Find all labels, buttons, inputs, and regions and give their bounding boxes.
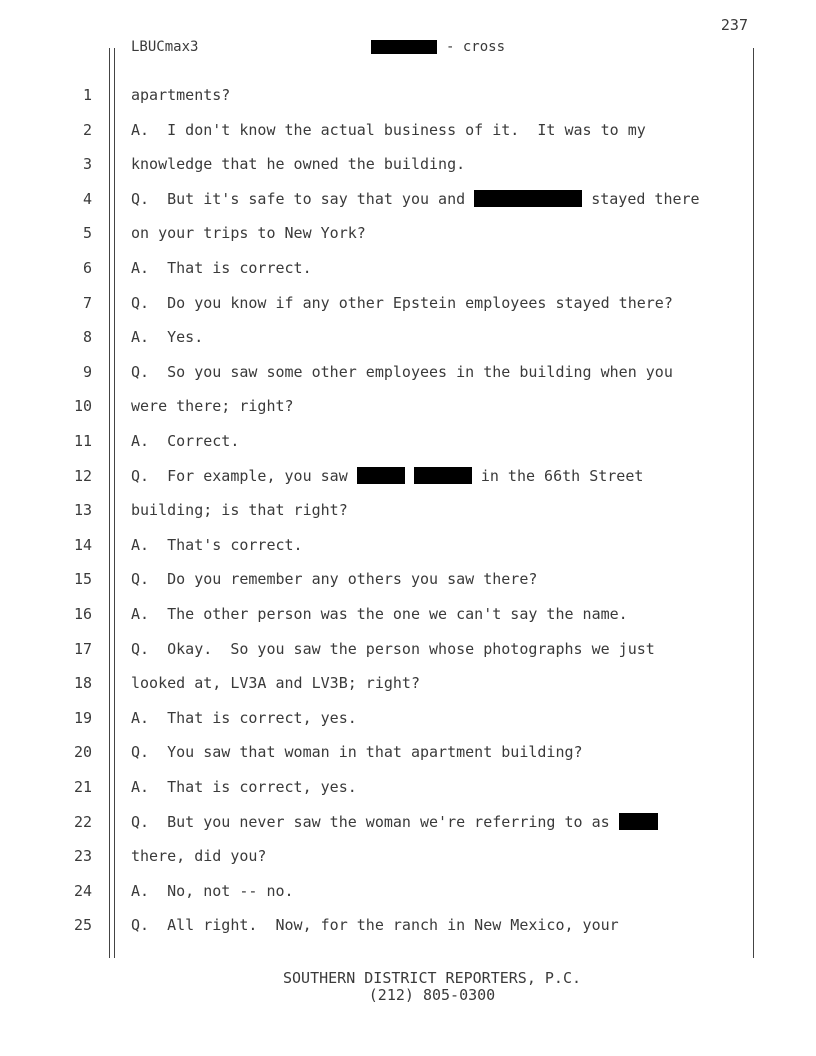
line-text-segment: A. Correct. bbox=[131, 432, 240, 450]
line-number: 25 bbox=[73, 916, 92, 935]
redaction-block bbox=[371, 40, 437, 54]
line-number: 18 bbox=[73, 674, 92, 693]
line-number: 7 bbox=[82, 293, 92, 312]
line-number: 16 bbox=[73, 605, 92, 623]
footer-phone: (212) 805-0300 bbox=[368, 986, 496, 1004]
redaction-block bbox=[474, 190, 582, 207]
line-number: 12 bbox=[73, 466, 92, 485]
line-text-segment: Q. Do you remember any others you saw there? bbox=[131, 570, 538, 589]
line-text-segment: Q. But it's safe to say that you and bbox=[131, 189, 475, 208]
line-text-segment: knowledge that he owned the building. bbox=[131, 155, 466, 174]
line-text bbox=[131, 320, 203, 355]
line-text bbox=[131, 701, 357, 736]
line-text bbox=[131, 424, 239, 459]
line-number: 15 bbox=[73, 570, 92, 589]
line-text bbox=[131, 251, 312, 286]
line-text-segment: Q. But you never saw the woman we're referring to as bbox=[131, 812, 619, 831]
redaction-block bbox=[414, 467, 472, 484]
line-text bbox=[131, 562, 537, 597]
line-text bbox=[131, 78, 230, 113]
transcript-line bbox=[0, 908, 816, 943]
header-witness-suffix: - cross bbox=[446, 39, 506, 55]
line-text bbox=[131, 286, 673, 321]
line-text bbox=[131, 493, 348, 528]
transcript-line bbox=[0, 839, 816, 874]
line-text-segment: A. That's correct. bbox=[131, 535, 303, 554]
line-text-segment: A. That is correct. bbox=[131, 259, 312, 277]
line-number: 1 bbox=[82, 86, 92, 104]
footer-reporter: SOUTHERN DISTRICT REPORTERS, P.C. bbox=[282, 969, 581, 987]
transcript-line bbox=[0, 770, 816, 805]
transcript-line bbox=[0, 78, 816, 113]
line-text-segment: A. That is correct, yes. bbox=[131, 778, 357, 796]
line-text bbox=[131, 355, 673, 390]
line-number: 2 bbox=[82, 120, 92, 139]
line-number: 3 bbox=[82, 155, 92, 174]
header-witness bbox=[371, 39, 505, 55]
line-text-segment: A. That is correct, yes. bbox=[131, 708, 357, 727]
line-number: 22 bbox=[73, 812, 92, 831]
line-text bbox=[131, 528, 303, 563]
line-text-segment: building; is that right? bbox=[131, 501, 348, 520]
transcript-line bbox=[0, 528, 816, 563]
line-text-segment: looked at, LV3A and LV3B; right? bbox=[131, 674, 420, 693]
transcript-line bbox=[0, 113, 816, 148]
line-text bbox=[131, 874, 294, 909]
line-text bbox=[131, 147, 465, 182]
redaction-block bbox=[357, 467, 405, 484]
header-code: LBUCmax3 bbox=[131, 39, 199, 55]
line-text-segment: Q. For example, you saw bbox=[131, 466, 357, 485]
line-text-segment: Q. You saw that woman in that apartment building? bbox=[131, 743, 583, 762]
transcript-line bbox=[0, 286, 816, 321]
line-text-segment: in the 66th Street bbox=[471, 466, 644, 485]
transcript-line bbox=[0, 320, 816, 355]
transcript-line bbox=[0, 632, 816, 667]
line-text bbox=[131, 632, 655, 667]
transcript-line bbox=[0, 147, 816, 182]
line-text-segment bbox=[405, 467, 414, 485]
transcript-line bbox=[0, 562, 816, 597]
page-number: 237 bbox=[720, 16, 748, 34]
line-number: 6 bbox=[82, 259, 92, 277]
transcript-line bbox=[0, 666, 816, 701]
transcript-line bbox=[0, 424, 816, 459]
line-text-segment: Q. All right. Now, for the ranch in New Mexico, your bbox=[131, 916, 619, 935]
line-number: 24 bbox=[73, 881, 92, 900]
transcript-line bbox=[0, 597, 816, 632]
line-text bbox=[131, 839, 266, 874]
line-number: 23 bbox=[73, 847, 92, 866]
line-text bbox=[131, 805, 658, 840]
redaction-block bbox=[619, 813, 658, 830]
transcript-line bbox=[0, 493, 816, 528]
line-text bbox=[131, 735, 583, 770]
transcript-line bbox=[0, 459, 816, 494]
line-text-segment: there, did you? bbox=[131, 847, 267, 866]
line-text bbox=[131, 770, 357, 805]
line-text-segment: Q. Do you know if any other Epstein employees stayed there? bbox=[131, 293, 673, 312]
line-number: 5 bbox=[82, 224, 92, 243]
transcript-line bbox=[0, 874, 816, 909]
line-text bbox=[131, 182, 700, 217]
line-number: 13 bbox=[73, 501, 92, 520]
transcript-line bbox=[0, 805, 816, 840]
line-text-segment: on your trips to New York? bbox=[131, 224, 366, 243]
line-text-segment: were there; right? bbox=[131, 397, 294, 416]
line-number: 9 bbox=[82, 362, 92, 381]
line-text bbox=[131, 459, 643, 494]
line-number: 4 bbox=[82, 189, 92, 208]
line-number: 10 bbox=[73, 397, 92, 416]
line-number: 8 bbox=[82, 328, 92, 347]
line-number: 11 bbox=[73, 432, 92, 450]
line-text-segment: apartments? bbox=[131, 86, 231, 104]
line-number: 19 bbox=[73, 708, 92, 727]
line-text-segment: A. I don't know the actual business of it. It was to my bbox=[131, 120, 646, 139]
transcript-line bbox=[0, 251, 816, 286]
line-text-segment: A. No, not -- no. bbox=[131, 881, 294, 900]
line-text-segment: Q. So you saw some other employees in the building when you bbox=[131, 362, 673, 381]
transcript-line bbox=[0, 355, 816, 390]
line-text bbox=[131, 216, 366, 251]
line-text-segment: A. Yes. bbox=[131, 328, 204, 347]
line-text-segment: A. The other person was the one we can't say the name. bbox=[131, 605, 628, 623]
line-number: 17 bbox=[73, 639, 92, 658]
line-text bbox=[131, 113, 646, 148]
line-number: 20 bbox=[73, 743, 92, 762]
line-text-segment: stayed there bbox=[582, 189, 700, 208]
line-text bbox=[131, 597, 628, 632]
transcript-line bbox=[0, 701, 816, 736]
line-text bbox=[131, 908, 619, 943]
transcript-line bbox=[0, 735, 816, 770]
line-number: 14 bbox=[73, 535, 92, 554]
line-text bbox=[131, 389, 294, 424]
transcript-line bbox=[0, 389, 816, 424]
line-text bbox=[131, 666, 420, 701]
line-number: 21 bbox=[73, 778, 92, 796]
transcript-line bbox=[0, 182, 816, 217]
line-text-segment: Q. Okay. So you saw the person whose photographs we just bbox=[131, 639, 655, 658]
transcript-line bbox=[0, 216, 816, 251]
